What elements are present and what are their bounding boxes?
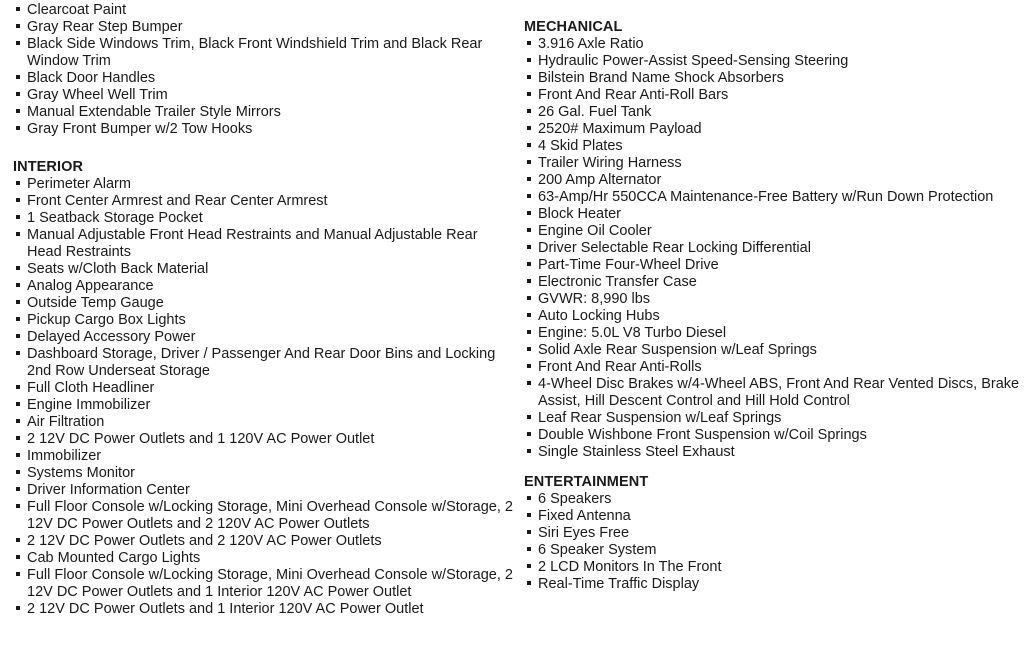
exterior-list xyxy=(13,2,513,138)
list-item: Leaf Rear Suspension w/Leaf Springs xyxy=(524,410,1024,427)
list-item: Single Stainless Steel Exhaust xyxy=(524,444,1024,461)
list-item: 6 Speakers xyxy=(524,491,1024,508)
list-item: Black Side Windows Trim, Black Front Windshield Trim and Black Rear Window Trim xyxy=(13,36,513,70)
list-item: Gray Wheel Well Trim xyxy=(13,87,513,104)
list-item: Delayed Accessory Power xyxy=(13,329,513,346)
mechanical-heading: MECHANICAL xyxy=(524,19,623,35)
list-item: Black Door Handles xyxy=(13,70,513,87)
list-item: Hydraulic Power-Assist Speed-Sensing Steering xyxy=(524,53,1024,70)
list-item: Driver Selectable Rear Locking Differential xyxy=(524,240,1024,257)
list-item: Manual Extendable Trailer Style Mirrors xyxy=(13,104,513,121)
mechanical-list xyxy=(524,36,1024,461)
list-item: Driver Information Center xyxy=(13,482,513,499)
list-item: Pickup Cargo Box Lights xyxy=(13,312,513,329)
list-item: 2 12V DC Power Outlets and 1 120V AC Power Outlet xyxy=(13,431,513,448)
list-item: GVWR: 8,990 lbs xyxy=(524,291,1024,308)
list-item: Gray Front Bumper w/2 Tow Hooks xyxy=(13,121,513,138)
list-item: Air Filtration xyxy=(13,414,513,431)
list-item: 2 LCD Monitors In The Front xyxy=(524,559,1024,576)
list-item: Outside Temp Gauge xyxy=(13,295,513,312)
list-item: Perimeter Alarm xyxy=(13,176,513,193)
list-item: Real-Time Traffic Display xyxy=(524,576,1024,593)
list-item: Manual Adjustable Front Head Restraints and Manual Adjustable Rear Head Restraints xyxy=(13,227,513,261)
list-item: Part-Time Four-Wheel Drive xyxy=(524,257,1024,274)
left-column xyxy=(13,0,513,618)
list-item: Cab Mounted Cargo Lights xyxy=(13,550,513,567)
interior-section xyxy=(13,159,513,618)
list-item: Solid Axle Rear Suspension w/Leaf Springs xyxy=(524,342,1024,359)
list-item: Seats w/Cloth Back Material xyxy=(13,261,513,278)
list-item: 2 12V DC Power Outlets and 2 120V AC Power Outlets xyxy=(13,533,513,550)
list-item: 200 Amp Alternator xyxy=(524,172,1024,189)
list-item: Dashboard Storage, Driver / Passenger And Rear Door Bins and Locking 2nd Row Underseat Storage xyxy=(13,346,513,380)
list-item: 26 Gal. Fuel Tank xyxy=(524,104,1024,121)
list-item: Fixed Antenna xyxy=(524,508,1024,525)
list-item: 1 Seatback Storage Pocket xyxy=(13,210,513,227)
list-item: Siri Eyes Free xyxy=(524,525,1024,542)
list-item: 4-Wheel Disc Brakes w/4-Wheel ABS, Front And Rear Vented Discs, Brake Assist, Hill Descent Control and Hill Hold Control xyxy=(524,376,1024,410)
list-item: Engine: 5.0L V8 Turbo Diesel xyxy=(524,325,1024,342)
exterior-section xyxy=(13,0,513,138)
list-item: 4 Skid Plates xyxy=(524,138,1024,155)
list-item: Front Center Armrest and Rear Center Armrest xyxy=(13,193,513,210)
list-item: Full Floor Console w/Locking Storage, Mini Overhead Console w/Storage, 2 12V DC Power Outlets and 1 Interior 120V AC Power Outlet xyxy=(13,567,513,601)
list-item: Front And Rear Anti-Rolls xyxy=(524,359,1024,376)
list-item: 2520# Maximum Payload xyxy=(524,121,1024,138)
list-item: Systems Monitor xyxy=(13,465,513,482)
list-item: Immobilizer xyxy=(13,448,513,465)
list-item: Trailer Wiring Harness xyxy=(524,155,1024,172)
list-item: 6 Speaker System xyxy=(524,542,1024,559)
mechanical-section xyxy=(524,0,1024,461)
list-item: 63-Amp/Hr 550CCA Maintenance-Free Battery w/Run Down Protection xyxy=(524,189,1024,206)
list-item: Full Cloth Headliner xyxy=(13,380,513,397)
list-item: Block Heater xyxy=(524,206,1024,223)
interior-heading: INTERIOR xyxy=(13,159,84,175)
list-item: Gray Rear Step Bumper xyxy=(13,19,513,36)
list-item: Full Floor Console w/Locking Storage, Mini Overhead Console w/Storage, 2 12V DC Power Outlets and 2 120V AC Power Outlets xyxy=(13,499,513,533)
list-item: Clearcoat Paint xyxy=(13,2,513,19)
entertainment-section xyxy=(524,474,1024,593)
list-item: Double Wishbone Front Suspension w/Coil Springs xyxy=(524,427,1024,444)
list-item: 3.916 Axle Ratio xyxy=(524,36,1024,53)
entertainment-heading: ENTERTAINMENT xyxy=(524,474,649,490)
entertainment-list xyxy=(524,491,1024,593)
right-column xyxy=(524,0,1024,593)
list-item: 2 12V DC Power Outlets and 1 Interior 120V AC Power Outlet xyxy=(13,601,513,618)
list-item: Analog Appearance xyxy=(13,278,513,295)
list-item: Front And Rear Anti-Roll Bars xyxy=(524,87,1024,104)
list-item: Engine Oil Cooler xyxy=(524,223,1024,240)
interior-list xyxy=(13,176,513,618)
list-item: Engine Immobilizer xyxy=(13,397,513,414)
list-item: Electronic Transfer Case xyxy=(524,274,1024,291)
list-item: Bilstein Brand Name Shock Absorbers xyxy=(524,70,1024,87)
list-item: Auto Locking Hubs xyxy=(524,308,1024,325)
